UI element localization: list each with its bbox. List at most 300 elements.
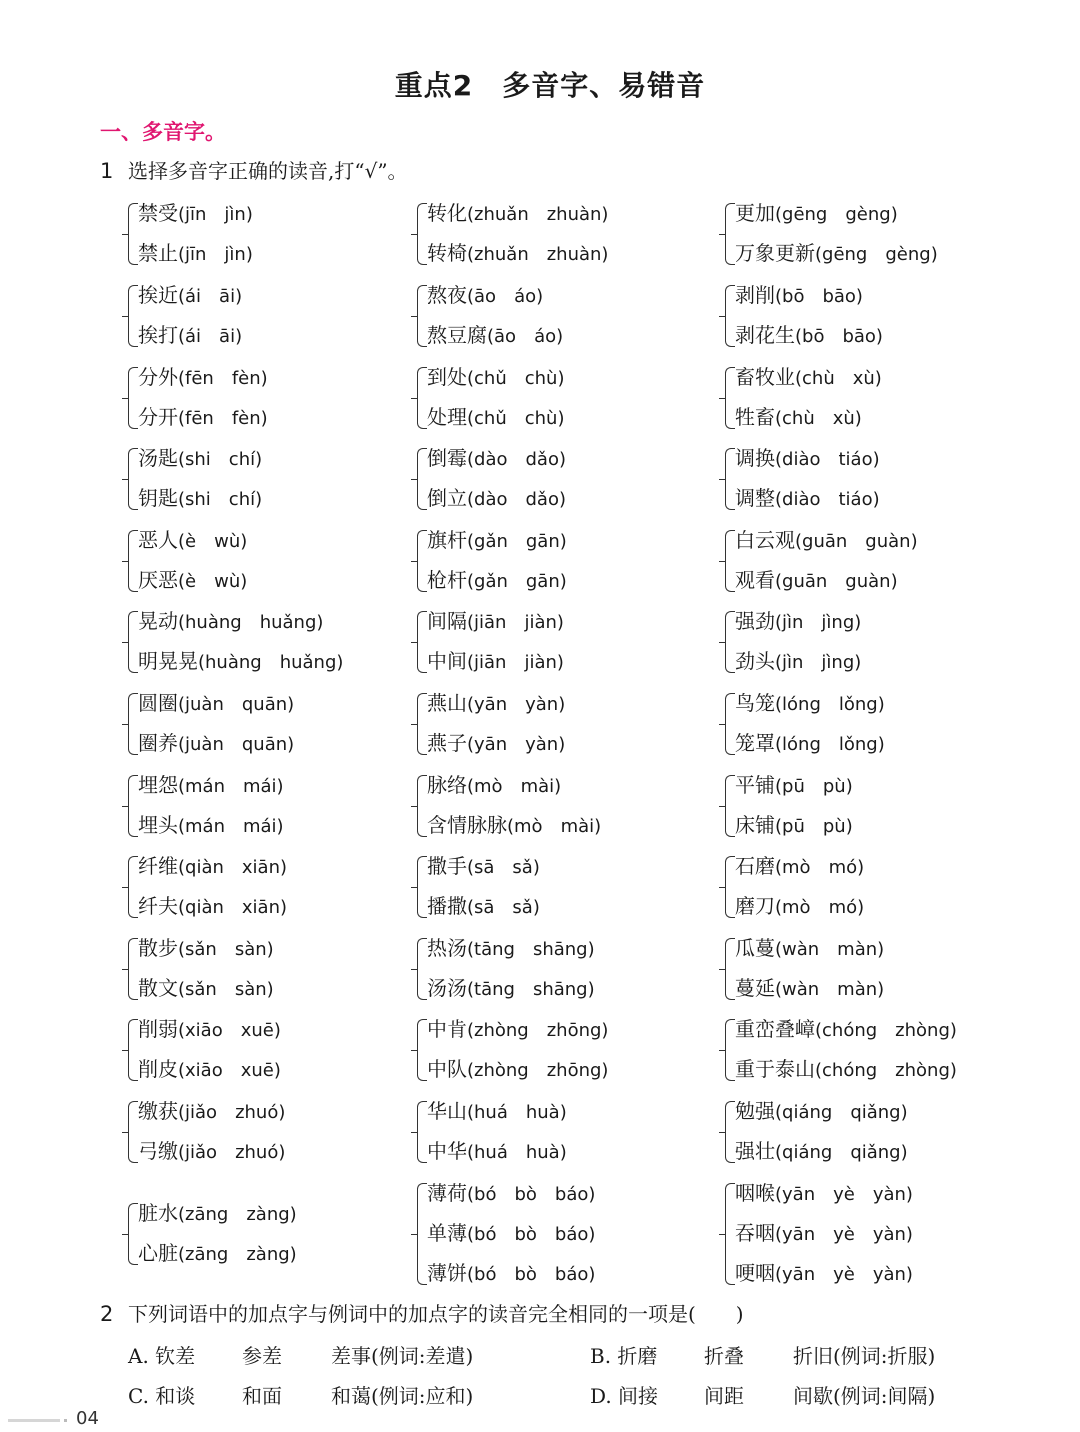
- pinyin-choices[interactable]: (jīn jìn): [178, 204, 253, 225]
- pinyin-choices[interactable]: (mò mài): [507, 816, 602, 837]
- word-text: 薄饼: [427, 1261, 467, 1285]
- word-text: 平铺: [735, 773, 775, 797]
- brace-mark: [725, 530, 735, 592]
- word-entry: [138, 846, 287, 886]
- pinyin-choices[interactable]: (chǔ chù): [467, 368, 565, 389]
- word-text: 转椅: [427, 241, 467, 265]
- word-entry: [427, 357, 564, 397]
- pinyin-choices[interactable]: (āo áo): [467, 286, 544, 307]
- brace-mark: [417, 693, 427, 755]
- word-entry: [138, 968, 274, 1008]
- word-entry: [427, 723, 565, 763]
- word-entry: [735, 397, 862, 437]
- pinyin-choices[interactable]: (dào dǎo): [467, 449, 566, 470]
- word-entry: [138, 560, 247, 600]
- word-text: 旗杆: [427, 528, 467, 552]
- word-text: 倒霉: [427, 446, 467, 470]
- word-text: 处理: [427, 405, 467, 429]
- word-text: 削皮: [138, 1057, 178, 1081]
- word-text: 白云观: [735, 528, 795, 552]
- brace-mark: [417, 1101, 427, 1163]
- brace-mark: [128, 285, 138, 347]
- word-text: 燕子: [427, 731, 467, 755]
- pinyin-choices[interactable]: (mò mó): [775, 857, 865, 878]
- brace-mark: [417, 1019, 427, 1081]
- brace-mark: [417, 530, 427, 592]
- section-heading: 一、多音字。: [100, 120, 226, 144]
- word-text: 咽喉: [735, 1181, 775, 1205]
- option-word: 参差: [242, 1344, 282, 1368]
- brace-mark: [128, 203, 138, 265]
- word-text: 撒手: [427, 854, 467, 878]
- pinyin-choices[interactable]: (huàng huǎng): [198, 652, 344, 673]
- pinyin-choices[interactable]: (diào tiáo): [775, 489, 880, 510]
- pinyin-choices[interactable]: (zāng zàng): [178, 1204, 297, 1225]
- pinyin-choices[interactable]: (huá huà): [467, 1102, 567, 1123]
- page-title: 重点2 多音字、易错音: [394, 69, 706, 102]
- pinyin-choices[interactable]: (yān yàn): [467, 734, 566, 755]
- word-text: 心脏: [138, 1241, 178, 1265]
- brace-mark: [417, 285, 427, 347]
- word-entry: [427, 886, 540, 926]
- word-text: 厌恶: [138, 568, 178, 592]
- option-word: B. 折磨: [590, 1344, 658, 1368]
- word-entry: [735, 1213, 913, 1253]
- word-entry: [138, 275, 242, 315]
- pinyin-choices[interactable]: (bó bò báo): [467, 1184, 596, 1205]
- word-entry: [427, 683, 565, 723]
- word-text: 畜牧业: [735, 365, 795, 389]
- word-text: 燕山: [427, 691, 467, 715]
- word-entry: [138, 723, 294, 763]
- pinyin-choices[interactable]: (shi chí): [178, 489, 263, 510]
- word-text: 熬豆腐: [427, 323, 487, 347]
- pinyin-choices[interactable]: (jiǎo zhuó): [178, 1102, 286, 1123]
- question-number: 1: [100, 159, 114, 183]
- word-entry: [427, 233, 608, 273]
- word-text: 散文: [138, 976, 178, 1000]
- word-text: 播撒: [427, 894, 467, 918]
- pinyin-choices[interactable]: (jiān jiàn): [467, 652, 564, 673]
- option-word: 间距: [704, 1384, 744, 1408]
- pinyin-choices[interactable]: (qiáng qiǎng): [775, 1142, 908, 1163]
- word-text: 鸟笼: [735, 691, 775, 715]
- word-entry: [138, 315, 242, 355]
- word-text: 薄荷: [427, 1181, 467, 1205]
- word-entry: [735, 805, 853, 845]
- word-entry: [427, 275, 543, 315]
- word-entry: [427, 968, 595, 1008]
- word-text: 剥花生: [735, 323, 795, 347]
- pinyin-choices[interactable]: (dào dǎo): [467, 489, 566, 510]
- word-entry: [735, 357, 882, 397]
- pinyin-choices[interactable]: (sǎn sàn): [178, 939, 274, 960]
- question-2: [100, 1298, 744, 1327]
- pinyin-choices[interactable]: (bó bò báo): [467, 1264, 596, 1285]
- word-text: 纤夫: [138, 894, 178, 918]
- word-text: 重峦叠嶂: [735, 1017, 815, 1041]
- brace-mark: [417, 203, 427, 265]
- word-text: 重于泰山: [735, 1057, 815, 1081]
- word-entry: [427, 641, 564, 681]
- pinyin-choices[interactable]: (mán mái): [178, 816, 284, 837]
- pinyin-choices[interactable]: (è wù): [178, 571, 248, 592]
- word-entry: [427, 928, 595, 968]
- option-word: 折叠: [704, 1344, 744, 1368]
- word-entry: [735, 478, 880, 518]
- word-entry: [138, 233, 253, 273]
- brace-mark: [128, 1101, 138, 1163]
- word-entry: [735, 1131, 908, 1171]
- word-entry: [427, 1009, 608, 1049]
- word-text: 到处: [427, 365, 467, 389]
- word-entry: [138, 928, 274, 968]
- brace-mark: [725, 367, 735, 429]
- pinyin-choices[interactable]: (zāng zàng): [178, 1244, 297, 1265]
- word-text: 床铺: [735, 813, 775, 837]
- pinyin-choices[interactable]: (zhòng zhōng): [467, 1060, 609, 1081]
- word-entry: [735, 968, 884, 1008]
- word-entry: [138, 478, 262, 518]
- word-text: 弓缴: [138, 1139, 178, 1163]
- word-entry: [138, 438, 262, 478]
- word-text: 禁受: [138, 201, 178, 225]
- pinyin-choices[interactable]: (jīn jìn): [178, 244, 253, 265]
- word-text: 调整: [735, 486, 775, 510]
- word-text: 汤汤: [427, 976, 467, 1000]
- pinyin-choices[interactable]: (qiáng qiǎng): [775, 1102, 908, 1123]
- word-entry: [138, 357, 268, 397]
- word-text: 熬夜: [427, 283, 467, 307]
- word-entry: [427, 193, 608, 233]
- pinyin-choices[interactable]: (pū pù): [775, 776, 853, 797]
- pinyin-choices[interactable]: (shi chí): [178, 449, 263, 470]
- word-text: 埋头: [138, 813, 178, 837]
- pinyin-choices[interactable]: (bō bāo): [795, 326, 883, 347]
- brace-mark: [725, 611, 735, 673]
- pinyin-choices[interactable]: (bō bāo): [775, 286, 863, 307]
- word-text: 纤维: [138, 854, 178, 878]
- word-entry: [138, 601, 323, 641]
- word-entry: [427, 1131, 567, 1171]
- brace-mark: [417, 1183, 427, 1285]
- word-entry: [138, 641, 343, 681]
- pinyin-choices[interactable]: (wàn màn): [775, 939, 885, 960]
- word-text: 调换: [735, 446, 775, 470]
- word-entry: [735, 315, 883, 355]
- brace-mark: [725, 1019, 735, 1081]
- word-text: 华山: [427, 1099, 467, 1123]
- word-text: 单薄: [427, 1221, 467, 1245]
- word-entry: [138, 886, 287, 926]
- pinyin-choices[interactable]: (fēn fèn): [178, 368, 268, 389]
- word-entry: [427, 1049, 608, 1089]
- pinyin-choices[interactable]: (yān yè yàn): [775, 1224, 913, 1245]
- page-number: 04: [76, 1408, 99, 1429]
- brace-mark: [128, 938, 138, 1000]
- pinyin-choices[interactable]: (bó bò báo): [467, 1224, 596, 1245]
- word-entry: [735, 683, 885, 723]
- pinyin-choices[interactable]: (ái āi): [178, 286, 243, 307]
- pinyin-choices[interactable]: (yān yè yàn): [775, 1264, 913, 1285]
- brace-mark: [725, 448, 735, 510]
- footer-dot: [64, 1419, 67, 1422]
- word-text: 晃动: [138, 609, 178, 633]
- word-entry: [427, 1213, 595, 1253]
- option-word: D. 间接: [590, 1384, 659, 1408]
- word-entry: [427, 478, 566, 518]
- word-text: 缴获: [138, 1099, 178, 1123]
- pinyin-choices[interactable]: (xiāo xuē): [178, 1020, 281, 1041]
- word-entry: [138, 765, 284, 805]
- pinyin-choices[interactable]: (jiān jiàn): [467, 612, 564, 633]
- word-entry: [138, 1049, 281, 1089]
- word-text: 牲畜: [735, 405, 775, 429]
- word-entry: [735, 886, 864, 926]
- brace-mark: [417, 448, 427, 510]
- pinyin-choices[interactable]: (diào tiáo): [775, 449, 880, 470]
- pinyin-choices[interactable]: (gǎn gān): [467, 571, 567, 592]
- brace-mark: [417, 611, 427, 673]
- word-entry: [138, 1091, 285, 1131]
- brace-mark: [725, 775, 735, 837]
- pinyin-choices[interactable]: (yān yàn): [467, 694, 566, 715]
- option-word: C. 和谈: [128, 1384, 196, 1408]
- option-word: 折旧(例词:折服): [793, 1344, 936, 1368]
- word-entry: [138, 683, 294, 723]
- word-text: 禁止: [138, 241, 178, 265]
- word-text: 蔓延: [735, 976, 775, 1000]
- pinyin-choices[interactable]: (juàn quān): [178, 734, 295, 755]
- pinyin-choices[interactable]: (chǔ chù): [467, 408, 565, 429]
- word-entry: [735, 560, 898, 600]
- pinyin-choices[interactable]: (chù xù): [795, 368, 882, 389]
- pinyin-choices[interactable]: (juàn quān): [178, 694, 295, 715]
- word-text: 圈养: [138, 731, 178, 755]
- word-text: 挨打: [138, 323, 178, 347]
- word-text: 明晃晃: [138, 649, 198, 673]
- brace-mark: [128, 1203, 138, 1265]
- word-text: 汤匙: [138, 446, 178, 470]
- word-entry: [735, 275, 863, 315]
- word-entry: [735, 723, 885, 763]
- word-entry: [735, 1091, 908, 1131]
- word-text: 分开: [138, 405, 178, 429]
- word-entry: [138, 520, 247, 560]
- word-text: 圆圈: [138, 691, 178, 715]
- pinyin-choices[interactable]: (sǎn sàn): [178, 979, 274, 1000]
- word-entry: [138, 397, 268, 437]
- word-entry: [427, 520, 567, 560]
- word-text: 转化: [427, 201, 467, 225]
- word-entry: [138, 193, 253, 233]
- word-entry: [735, 641, 861, 681]
- pinyin-choices[interactable]: (sā sǎ): [467, 897, 540, 918]
- word-entry: [427, 560, 567, 600]
- word-text: 笼罩: [735, 731, 775, 755]
- word-entry: [735, 520, 918, 560]
- word-entry: [735, 1173, 913, 1213]
- pinyin-choices[interactable]: (pū pù): [775, 816, 853, 837]
- word-entry: [735, 1009, 957, 1049]
- word-text: 脏水: [138, 1201, 178, 1225]
- pinyin-choices[interactable]: (mò mài): [467, 776, 562, 797]
- question-text: 下列词语中的加点字与例词中的加点字的读音完全相同的一项是( ): [128, 1302, 744, 1326]
- pinyin-choices[interactable]: (qiàn xiān): [178, 897, 288, 918]
- word-text: 石磨: [735, 854, 775, 878]
- word-entry: [427, 846, 540, 886]
- brace-mark: [128, 693, 138, 755]
- brace-mark: [128, 1019, 138, 1081]
- word-entry: [427, 805, 601, 845]
- pinyin-choices[interactable]: (yān yè yàn): [775, 1184, 913, 1205]
- brace-mark: [417, 367, 427, 429]
- pinyin-choices[interactable]: (huá huà): [467, 1142, 567, 1163]
- word-text: 削弱: [138, 1017, 178, 1041]
- word-text: 劲头: [735, 649, 775, 673]
- pinyin-choices[interactable]: (jiǎo zhuó): [178, 1142, 286, 1163]
- pinyin-choices[interactable]: (āo áo): [487, 326, 564, 347]
- pinyin-choices[interactable]: (guān guàn): [775, 571, 898, 592]
- word-entry: [138, 1131, 285, 1171]
- word-text: 倒立: [427, 486, 467, 510]
- word-text: 哽咽: [735, 1261, 775, 1285]
- word-entry: [735, 193, 898, 233]
- word-text: 观看: [735, 568, 775, 592]
- word-entry: [735, 233, 938, 273]
- word-text: 吞咽: [735, 1221, 775, 1245]
- brace-mark: [417, 775, 427, 837]
- pinyin-choices[interactable]: (tāng shāng): [467, 939, 595, 960]
- word-entry: [735, 1049, 957, 1089]
- word-entry: [735, 928, 884, 968]
- word-text: 埋怨: [138, 773, 178, 797]
- word-text: 万象更新: [735, 241, 815, 265]
- word-entry: [735, 601, 861, 641]
- word-text: 中队: [427, 1057, 467, 1081]
- brace-mark: [725, 856, 735, 918]
- word-text: 含情脉脉: [427, 813, 507, 837]
- pinyin-choices[interactable]: (qiàn xiān): [178, 857, 288, 878]
- pinyin-choices[interactable]: (jìn jìng): [775, 652, 862, 673]
- pinyin-choices[interactable]: (mán mái): [178, 776, 284, 797]
- word-entry: [138, 1193, 297, 1233]
- brace-mark: [725, 1183, 735, 1285]
- question-1: [100, 155, 408, 184]
- brace-mark: [725, 693, 735, 755]
- pinyin-choices[interactable]: (chù xù): [775, 408, 862, 429]
- word-text: 钥匙: [138, 486, 178, 510]
- word-text: 剥削: [735, 283, 775, 307]
- word-text: 间隔: [427, 609, 467, 633]
- brace-mark: [725, 285, 735, 347]
- brace-mark: [725, 203, 735, 265]
- word-entry: [427, 765, 561, 805]
- word-text: 散步: [138, 936, 178, 960]
- pinyin-choices[interactable]: (chóng zhòng): [815, 1060, 957, 1081]
- brace-mark: [128, 611, 138, 673]
- word-text: 中肯: [427, 1017, 467, 1041]
- option-word: 间歇(例词:间隔): [793, 1384, 936, 1408]
- question-number: 2: [100, 1302, 114, 1326]
- word-entry: [138, 1009, 281, 1049]
- pinyin-choices[interactable]: (jìn jìng): [775, 612, 862, 633]
- brace-mark: [128, 775, 138, 837]
- word-text: 中间: [427, 649, 467, 673]
- pinyin-choices[interactable]: (zhuǎn zhuàn): [467, 204, 609, 225]
- word-text: 强劲: [735, 609, 775, 633]
- word-text: 脉络: [427, 773, 467, 797]
- option-word: 和蔼(例词:应和): [331, 1384, 474, 1408]
- pinyin-choices[interactable]: (fēn fèn): [178, 408, 268, 429]
- pinyin-choices[interactable]: (xiāo xuē): [178, 1060, 281, 1081]
- word-entry: [427, 397, 564, 437]
- pinyin-choices[interactable]: (zhuǎn zhuàn): [467, 244, 609, 265]
- pinyin-choices[interactable]: (huàng huǎng): [178, 612, 324, 633]
- word-text: 勉强: [735, 1099, 775, 1123]
- brace-mark: [128, 856, 138, 918]
- pinyin-choices[interactable]: (guān guàn): [795, 531, 918, 552]
- brace-mark: [725, 938, 735, 1000]
- word-entry: [138, 1233, 297, 1273]
- word-text: 中华: [427, 1139, 467, 1163]
- pinyin-choices[interactable]: (gǎn gān): [467, 531, 567, 552]
- pinyin-choices[interactable]: (sā sǎ): [467, 857, 540, 878]
- word-text: 热汤: [427, 936, 467, 960]
- pinyin-choices[interactable]: (gēng gèng): [775, 204, 898, 225]
- pinyin-choices[interactable]: (gēng gèng): [815, 244, 938, 265]
- word-text: 恶人: [138, 528, 178, 552]
- brace-mark: [128, 530, 138, 592]
- pinyin-choices[interactable]: (ái āi): [178, 326, 243, 347]
- word-text: 分外: [138, 365, 178, 389]
- word-text: 更加: [735, 201, 775, 225]
- brace-mark: [128, 367, 138, 429]
- word-text: 挨近: [138, 283, 178, 307]
- option-word: 差事(例词:差遣): [331, 1344, 474, 1368]
- pinyin-choices[interactable]: (chóng zhòng): [815, 1020, 957, 1041]
- pinyin-choices[interactable]: (lóng lǒng): [775, 734, 885, 755]
- brace-mark: [128, 448, 138, 510]
- word-entry: [735, 765, 853, 805]
- word-entry: [427, 1173, 595, 1213]
- word-text: 瓜蔓: [735, 936, 775, 960]
- brace-mark: [725, 1101, 735, 1163]
- pinyin-choices[interactable]: (tāng shāng): [467, 979, 595, 1000]
- pinyin-choices[interactable]: (zhòng zhōng): [467, 1020, 609, 1041]
- pinyin-choices[interactable]: (è wù): [178, 531, 248, 552]
- word-entry: [427, 601, 564, 641]
- word-entry: [138, 805, 284, 845]
- word-entry: [735, 846, 864, 886]
- brace-mark: [417, 856, 427, 918]
- option-word: 和面: [242, 1384, 282, 1408]
- pinyin-choices[interactable]: (wàn màn): [775, 979, 885, 1000]
- pinyin-choices[interactable]: (lóng lǒng): [775, 694, 885, 715]
- word-text: 枪杆: [427, 568, 467, 592]
- word-entry: [735, 1253, 913, 1293]
- brace-mark: [417, 938, 427, 1000]
- word-entry: [427, 315, 563, 355]
- pinyin-choices[interactable]: (mò mó): [775, 897, 865, 918]
- word-text: 磨刀: [735, 894, 775, 918]
- question-text: 选择多音字正确的读音,打“√”。: [128, 159, 408, 183]
- word-text: 强壮: [735, 1139, 775, 1163]
- footer-rule: [8, 1419, 60, 1422]
- word-entry: [427, 438, 566, 478]
- word-entry: [427, 1253, 595, 1293]
- word-entry: [735, 438, 880, 478]
